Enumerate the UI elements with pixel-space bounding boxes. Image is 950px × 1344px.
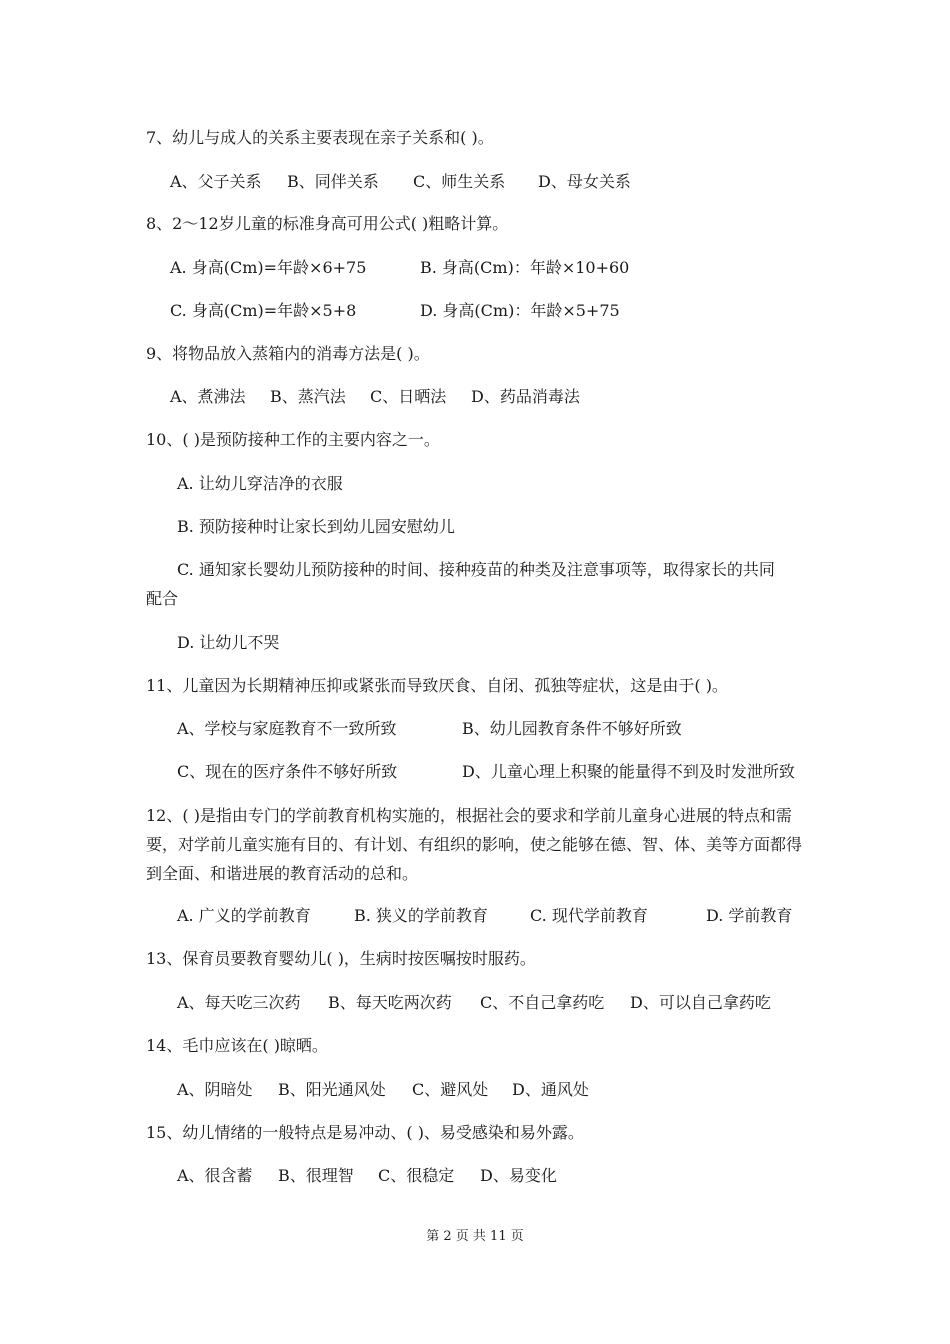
question-13-option-a: A、每天吃三次药 [177,993,301,1012]
question-12-stem: 12、( )是指由专门的学前教育机构实施的，根据社会的要求和学前儿童身心进展的特点和需要，对学前儿童实施有目的、有计划、有组织的影响，使之能够在德、智、体、美等方面都得到全面、和谐进展的教育活动的总和。 [146,806,803,883]
question-14-stem: 14、毛巾应该在( )晾晒。 [146,1036,328,1055]
question-11-option-d: D、儿童心理上积聚的能量得不到及时发泄所致 [462,762,795,781]
question-12-option-b: B. 狭义的学前教育 [354,906,488,925]
question-8-option-a: A. 身高(Cm)=年龄×6+75 [170,258,367,277]
question-7-option-d: D、母女关系 [538,172,631,191]
question-15-option-b: B、很理智 [278,1166,354,1185]
question-9-option-a: A、煮沸法 [170,387,246,406]
question-9-stem: 9、将物品放入蒸箱内的消毒方法是( )。 [146,344,430,363]
question-8-option-c: C. 身高(Cm)=年龄×5+8 [170,301,357,320]
question-10-stem: 10、( )是预防接种工作的主要内容之一。 [146,430,440,449]
question-14-option-b: B、阳光通风处 [278,1080,386,1099]
question-10-option-c-continued: 配合 [146,589,179,608]
question-10-option-d: D. 让幼儿不哭 [177,633,280,652]
question-14-option-d: D、通风处 [512,1080,589,1099]
question-12-option-c: C. 现代学前教育 [530,906,648,925]
question-7-option-a: A、父子关系 [170,172,262,191]
question-12-option-a: A. 广义的学前教育 [177,906,311,925]
question-14-option-a: A、阴暗处 [177,1080,253,1099]
question-15-stem: 15、幼儿情绪的一般特点是易冲动、( )、易受感染和易外露。 [146,1123,584,1142]
question-11-option-a: A、学校与家庭教育不一致所致 [177,719,397,738]
question-13-option-b: B、每天吃两次药 [328,993,452,1012]
question-10-option-b: B. 预防接种时让家长到幼儿园安慰幼儿 [177,517,455,536]
question-11-option-b: B、幼儿园教育条件不够好所致 [462,719,682,738]
question-13-option-d: D、可以自己拿药吃 [630,993,771,1012]
question-9-option-d: D、药品消毒法 [471,387,580,406]
question-11-stem: 11、儿童因为长期精神压抑或紧张而导致厌食、自闭、孤独等症状，这是由于( )。 [146,676,728,695]
question-10-option-c: C. 通知家长婴幼儿预防接种的时间、接种疫苗的种类及注意事项等，取得家长的共同 [177,560,775,579]
question-9-option-c: C、日晒法 [370,387,447,406]
question-7-stem: 7、幼儿与成人的关系主要表现在亲子关系和( )。 [146,128,494,147]
question-13-option-c: C、不自己拿药吃 [480,993,605,1012]
question-12-option-d: D. 学前教育 [706,906,793,925]
question-10-option-a: A. 让幼儿穿洁净的衣服 [177,474,343,493]
question-15-option-d: D、易变化 [480,1166,557,1185]
question-7-option-b: B、同伴关系 [287,172,379,191]
question-15-option-a: A、很含蓄 [177,1166,253,1185]
question-15-option-c: C、很稳定 [378,1166,455,1185]
question-8-option-d: D. 身高(Cm)：年龄×5+75 [420,301,620,320]
page-footer: 第 2 页 共 11 页 [426,1229,524,1244]
question-8-stem: 8、2～12岁儿童的标准身高可用公式( )粗略计算。 [146,214,509,233]
question-7-option-c: C、师生关系 [413,172,506,191]
question-8-option-b: B. 身高(Cm)：年龄×10+60 [420,258,630,277]
question-11-option-c: C、现在的医疗条件不够好所致 [177,762,398,781]
question-9-option-b: B、蒸汽法 [270,387,346,406]
question-13-stem: 13、保育员要教育婴幼儿( )，生病时按医嘱按时服药。 [146,949,536,968]
question-14-option-c: C、避风处 [412,1080,489,1099]
